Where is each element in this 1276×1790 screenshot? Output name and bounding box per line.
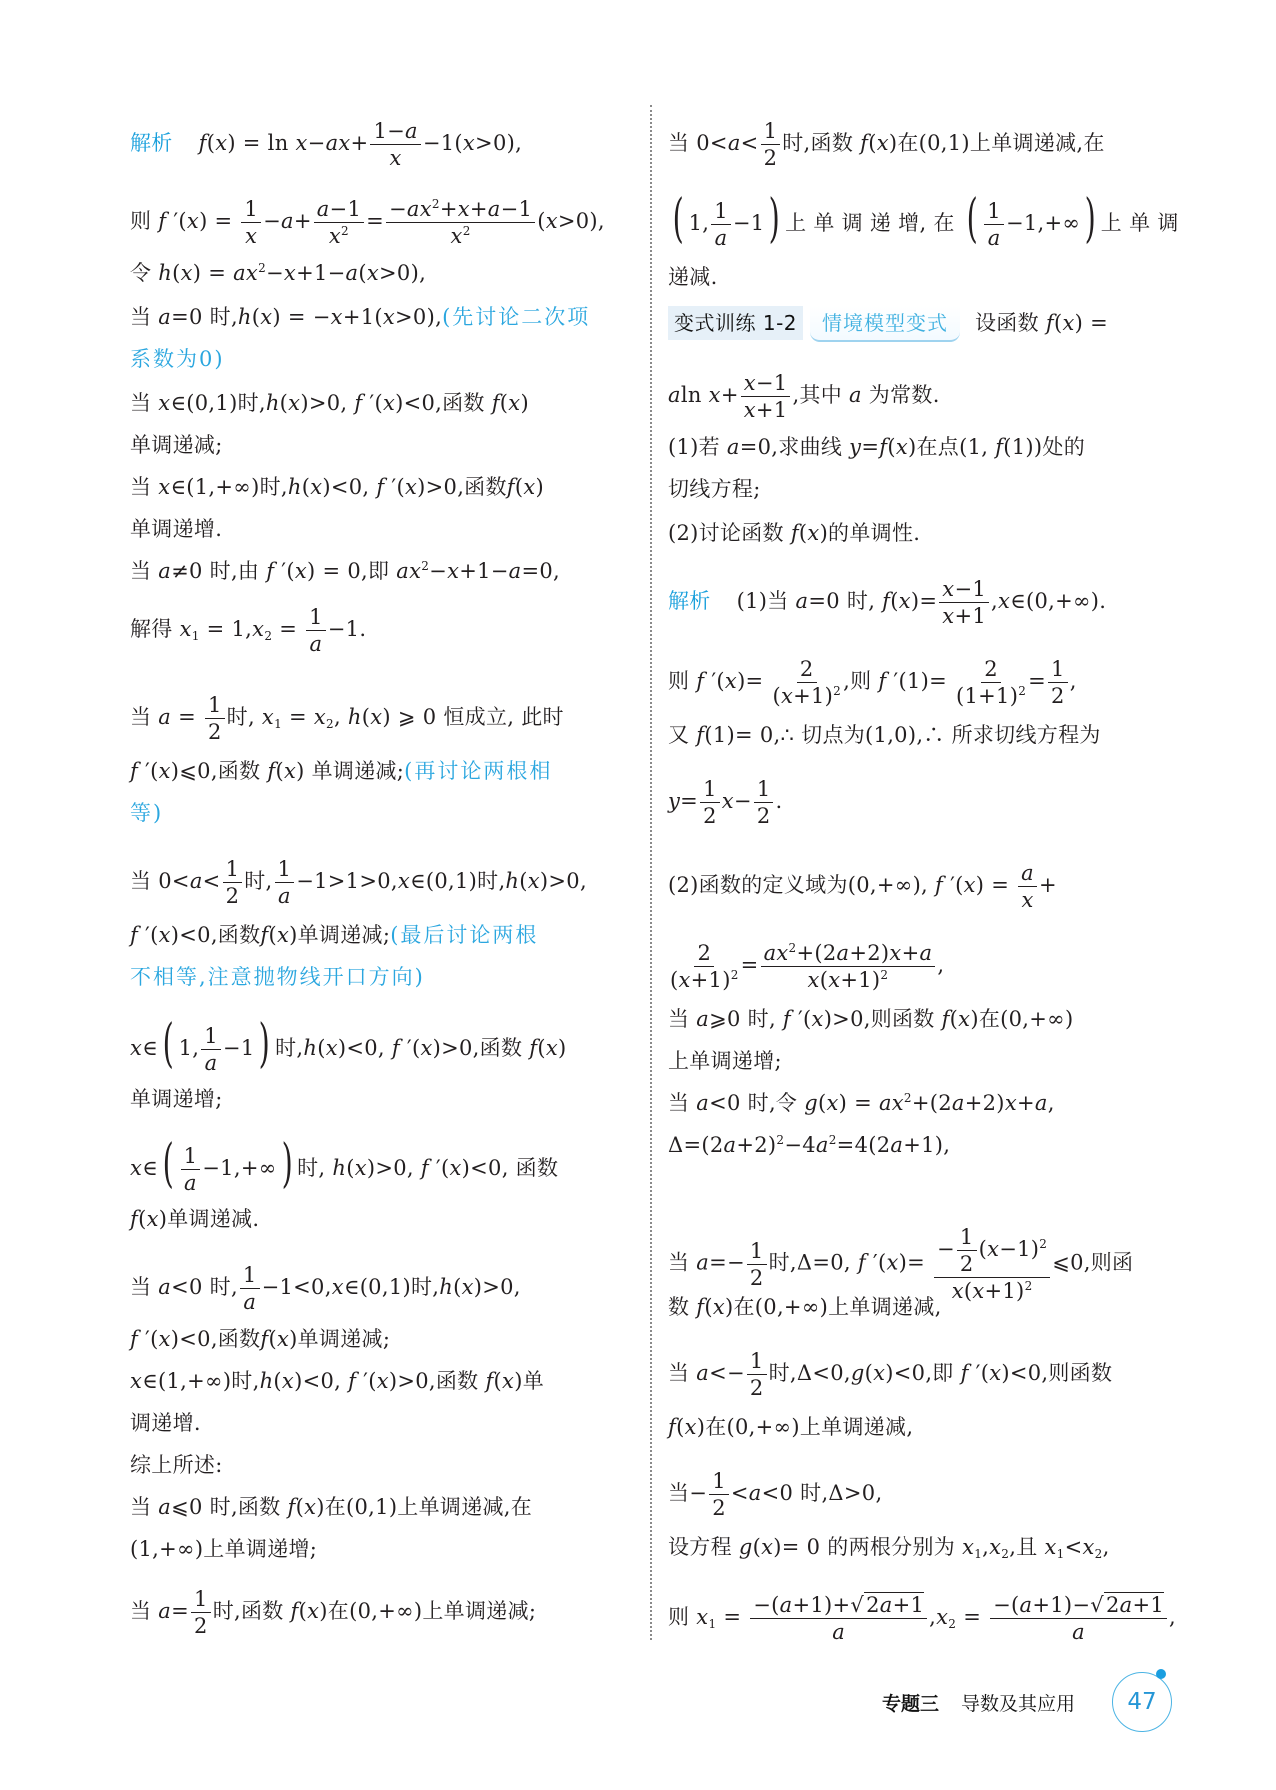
note-equal-roots: (再讨论两根相: [404, 759, 553, 783]
note-unequal-roots: (最后讨论两根: [390, 923, 539, 947]
line-increasing-2: 单调递增;: [130, 1087, 223, 1111]
line-summary-0-a-half: 当 0<a< $\frac{1}{2}$ 时,函数 f(x)在(0,1)上单调递减,在: [668, 119, 1105, 171]
line-0-a-half: 当 0<a< $\frac{1}{2}$ 时, $\frac{1}{a}$ −1>1>0,x∈(0,1)时,h(x)>0,: [130, 857, 587, 909]
solution2-roots-setup: 设方程 g(x)= 0 的两根分别为 $x_1,x_2$,且 $x_1<x_2$,: [668, 1535, 1110, 1561]
solution2-roots: 则 $x_1$ = $\frac{-(a+1)+√2a+1}{a}$ $,x_2$ = $\frac{-(a+1)-√2a+1}{a}$ ,: [668, 1593, 1176, 1645]
line-summary-a-half: 当 a= $\frac{1}{2}$ 时,函数 f(x)在(0,+∞)上单调递减;: [130, 1587, 537, 1639]
page-number: 47: [1127, 1689, 1157, 1715]
line-interval-1a-inf: x∈( $\frac{1}{a}$ −1,+∞) 时, h(x)>0, f ′(x)<0, 函数: [130, 1134, 559, 1196]
exercise-q2: (2)讨论函数 f(x)的单调性.: [668, 521, 921, 545]
solution2-a-lt-neg-half-cont: f(x)在(0,+∞)上单调递减,: [668, 1415, 914, 1439]
line-a-half: 当 a = $\frac{1}{2}$ 时, $x_1 = x_2$, h(x) ⩾ 0 恒成立, 此时: [130, 693, 564, 745]
line-h-def: 令 $h(x) = ax^2-x+1-a(x>0)$,: [130, 261, 427, 285]
solution2-a-ge0: 当 a⩾0 时, f ′(x)>0,则函数 f(x)在(0,+∞): [668, 1007, 1074, 1031]
solution2-a-ge0-cont: 上单调递增;: [668, 1049, 782, 1073]
line-a-zero: 当 a=0 时,h(x) = −x+1(x>0),(先讨论二次项: [130, 305, 591, 329]
footer-chapter: 导数及其应用: [961, 1692, 1076, 1715]
line-fprime-lt0-b: f ′(x)<0,函数f(x)单调递减;: [130, 1327, 391, 1351]
line-a-nonzero: 当 a≠0 时,由 f ′(x) = 0,即 $ax^2-x+1-a=0$,: [130, 559, 561, 583]
line-summary-title: 综上所述:: [130, 1453, 223, 1477]
exercise-stem-b: aln x+ $\frac{x-1}{x+1}$ ,其中 a 为常数.: [668, 371, 940, 423]
solution2-a-neg-half: 当 a=− $\frac{1}{2}$ 时,Δ=0, f ′(x)= − $\frac{1}{2}$ $(x-1)^2$ $x(x+1)^2$ ⩽0,则函: [668, 1225, 1134, 1304]
line-decreasing-2: f(x)单调递减.: [130, 1207, 260, 1231]
column-divider: [650, 105, 652, 1640]
solution2-tangent-point: 又 f(1)= 0,∴ 切点为(1,0),∴ 所求切线方程为: [668, 723, 1101, 747]
line-interval-1-1a: x∈( 1, $\frac{1}{a}$ −1) 时,h(x)<0, f ′(x)>0,函数 f(x): [130, 1014, 567, 1076]
solution2-part2-derivative: $\frac{2}{(x+1)^2}$ = $\frac{ax^2+(2a+2)x+a}{x(x+1)^2}$ ,: [670, 941, 945, 993]
exercise-header: [668, 306, 1108, 342]
line-roots: 解得 $x_1 = 1,x_2$ = $\frac{1}{a}$ −1.: [130, 605, 367, 657]
line-summary-a-le0-cont: (1,+∞)上单调递增;: [130, 1537, 318, 1561]
exercise-badge: 变式训练 1-2: [668, 306, 803, 340]
exercise-q1-cont: 切线方程;: [668, 477, 761, 501]
note-quadratic-coef-cont: 系数为0): [130, 347, 225, 371]
note-quadratic-coef: (先讨论二次项: [442, 305, 591, 329]
solution-line-fx: 解析 f(x) = ln x−ax+ $\frac{1-a}{x}$ −1(x>0),: [130, 119, 523, 171]
solution2-delta: $\Delta=(2a+2)^2-4a^2=4(2a+1)$,: [668, 1133, 951, 1157]
line-x-1-inf-b: x∈(1,+∞)时,h(x)<0, f ′(x)>0,函数 f(x)单: [130, 1369, 544, 1393]
exercise-stem-a: 设函数 f(x) =: [975, 311, 1108, 335]
line-a-negative: 当 a<0 时, $\frac{1}{a}$ −1<0,x∈(0,1)时,h(x)>0,: [130, 1263, 521, 1315]
line-fprime-le0: f ′(x)⩽0,函数 f(x) 单调递减;(再讨论两根相: [130, 759, 553, 783]
solution-label: 解析: [130, 131, 173, 156]
solution2-g-def: 当 a<0 时,令 $g(x) = ax^2+(2a+2)x+a$,: [668, 1091, 1055, 1115]
line-decreasing-1: 单调递减;: [130, 433, 223, 457]
solution2-tangent-line: y= $\frac{1}{2}$ x− $\frac{1}{2}$ .: [668, 777, 783, 829]
line-increasing-1: 单调递增.: [130, 517, 223, 541]
solution2-part2-domain: (2)函数的定义域为(0,+∞), f ′(x) = $\frac{a}{x}$ +: [668, 861, 1057, 913]
solution2-neg-half-a-0: 当− $\frac{1}{2}$ <a<0 时,Δ>0,: [668, 1469, 883, 1521]
exercise-tag: 情境模型变式: [810, 306, 960, 342]
solution2-line1: 解析 (1)当 a=0 时, f(x)= $\frac{x-1}{x+1}$ ,x∈(0,+∞).: [668, 577, 1107, 629]
line-summary-a-le0: 当 a⩽0 时,函数 f(x)在(0,1)上单调递减,在: [130, 1495, 533, 1519]
footer-topic: 专题三: [882, 1692, 940, 1715]
line-derivative: 则 f ′(x) = $\frac{1}{x}$ −a+ $\frac{a-1}{x^2}$ = $\frac{-ax^2+x+a-1}{x^2}$ (x>0),: [130, 197, 605, 249]
page-number-badge: [1112, 1672, 1172, 1732]
solution2-derivative: 则 f ′(x)= $\frac{2}{(x+1)^2}$ ,则 f ′(1)= $\frac{2}{(1+1)^2}$ = $\frac{1}{2}$ ,: [668, 657, 1077, 709]
line-summary-decreasing: 递减.: [668, 265, 718, 289]
exercise-q1: (1)若 a=0,求曲线 y=f(x)在点(1, f(1))处的: [668, 435, 1086, 459]
line-x-0-1: 当 x∈(0,1)时,h(x)>0, f ′(x)<0,函数 f(x): [130, 391, 529, 415]
line-summary-intervals: ( 1, $\frac{1}{a}$ −1) 上 单 调 递 增, 在 ( $\frac{1}{a}$ −1,+∞) 上 单 调: [672, 189, 1179, 251]
line-x-1-inf: 当 x∈(1,+∞)时,h(x)<0, f ′(x)>0,函数f(x): [130, 475, 544, 499]
solution2-a-lt-neg-half: 当 a<− $\frac{1}{2}$ 时,Δ<0,g(x)<0,即 f ′(x)<0,则函数: [668, 1349, 1113, 1401]
solution2-a-neg-half-cont: 数 f(x)在(0,+∞)上单调递减,: [668, 1295, 942, 1319]
solution-label-2: 解析: [668, 589, 711, 614]
note-equal-roots-cont: 等): [130, 801, 164, 825]
page-footer: [882, 1682, 1075, 1722]
line-increasing-3: 调递增.: [130, 1411, 201, 1435]
page-dot-icon: [1156, 1669, 1166, 1679]
note-unequal-roots-cont: 不相等,注意抛物线开口方向): [130, 965, 425, 989]
line-fprime-lt0-a: f ′(x)<0,函数f(x)单调递减;(最后讨论两根: [130, 923, 539, 947]
